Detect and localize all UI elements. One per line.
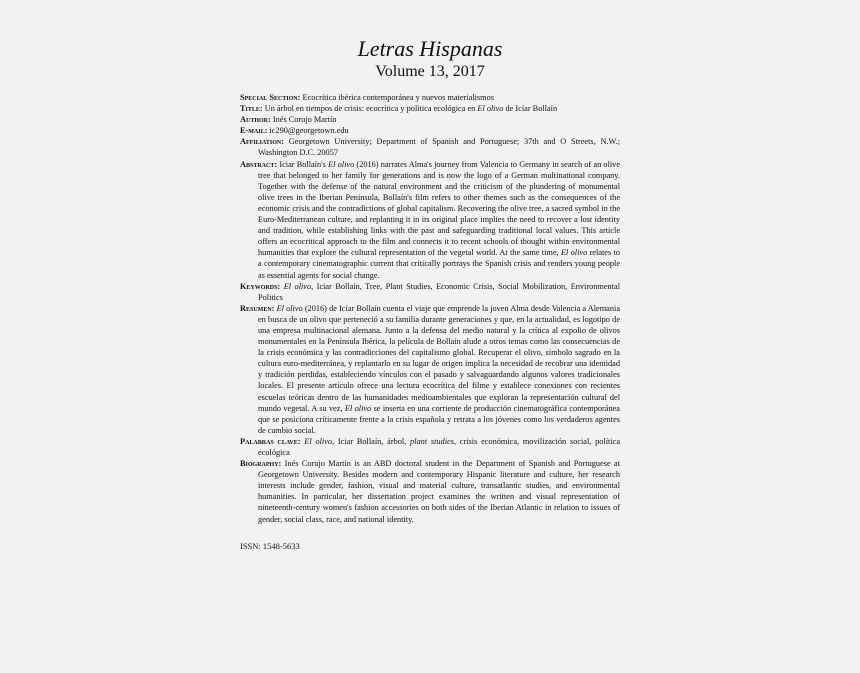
author-name: Inés Corujo Martín: [272, 115, 337, 125]
resumen-text-1: (2016) de Icíar Bollaín cuenta el viaje que emprende la joven Alma desde Valencia a Alemania en busca de un olivo que perteneció a su familia durante generaciones y que, en la actualidad, es logotipo de una empresa multinacional alemana. Junto a la defensa del medio natural y la crítica al expolio de olivos monumentales en la Península Ibérica, la película de Bollaín alude a otros temas como las consecuencias de la crisis económica y las contradicciones del capitalismo global. Recuperar el olivo, símbolo sagrado en la cultura euro-mediterránea, y replantarlo en su lugar de origen implica la necesidad de recobrar una identidad y tradición perdidas, estableciendo vínculos con el pasado y salvaguardando algunos valores tradicionales locales. El presente artículo ofrece una lectura ecocrítica del filme y establece conexiones con recientes escuelas teóricas dentro de las humanidades medioambientales que exploran la representación cultural del mundo vegetal. A su vez,: [258, 303, 621, 413]
title-value-start: Un árbol en tiempos de crisis: ecocrítica y política ecológica en: [264, 104, 478, 114]
email-address[interactable]: ic290@georgetown.edu: [269, 126, 349, 136]
issn-label: ISSN: 1548-5633: [240, 540, 300, 551]
title-film-name: El olivo: [477, 104, 504, 114]
palabras-clave-film-name: El olivo: [304, 436, 333, 446]
keywords-label: Keywords:: [240, 281, 281, 291]
abstract-label: Abstract:: [240, 159, 278, 169]
special-section-label: Special Section:: [240, 93, 301, 102]
title-value-end: de Icíar Bollaín: [503, 104, 558, 114]
keywords-text: , Iciar Bollaín, Tree, Plant Studies, Economic Crisis, Social Mobilization, Environmental Politics: [258, 281, 620, 302]
resumen-label: Resumen:: [240, 303, 275, 313]
abstract-film-name-2: El olivo: [560, 248, 588, 258]
resumen-film-name-2: El olivo: [344, 403, 372, 413]
journal-title: Letras Hispanas: [357, 36, 503, 61]
palabras-clave-label: Palabras clave:: [240, 436, 301, 446]
biography-label: Biography:: [240, 459, 282, 469]
abstract-text-1: Iciar Bollaín's: [279, 159, 329, 169]
abstract-text-3: relates to a contemporary cinematographic current that critically portrays the Spanish crisis and renders young people as essential agents for social change.: [258, 248, 620, 280]
title-field: [240, 103, 620, 114]
affiliation-label: Affiliation:: [240, 137, 284, 147]
keywords-film-name: El olivo: [283, 281, 312, 291]
volume-label: Volume 13, 2017: [375, 63, 485, 80]
affiliation-field: [240, 136, 620, 158]
author-field: [240, 114, 620, 125]
resumen-film-name-1: El olivo: [276, 303, 303, 313]
email-field: [240, 125, 620, 136]
special-section-field: [240, 92, 620, 103]
keywords-field: [240, 281, 620, 303]
title-label: Title:: [240, 104, 263, 114]
special-section-value: Ecocrítica ibérica contemporánea y nuevos materialismos: [302, 93, 494, 102]
resumen-text-2: se inserta en una corriente de producción cinematográfica contemporánea que se posiciona críticamente frente a la crisis española y retrata a los jóvenes como los verdaderos agentes de cambio social.: [258, 403, 620, 435]
affiliation-value: Georgetown University; Department of Spanish and Portuguese; 37th and O Streets, N.W.; Washington D.C. 20057: [258, 137, 621, 158]
abstract-field: [240, 159, 620, 281]
palabras-clave-field: [240, 436, 620, 458]
palabras-clave-plant-studies: plant studies: [410, 436, 454, 446]
article-page: [240, 36, 620, 560]
abstract-film-name-1: El olivo: [328, 159, 355, 169]
biography-text: Inés Corujo Martín is an ABD doctoral student in the Department of Spanish and Portuguese at Georgetown University. Besides modern and contemporary Hispanic literature and culture, her research interests include gender, fashion, visual and material culture, transatlantic studies, and environmental humanities. In particular, her dissertation project examines the written and visual representation of nineteenth-century women's fashion accessories on both sides of the Iberian Atlantic in relation to issues of gender, social class, race, and national identity.: [258, 459, 620, 524]
author-label: Author:: [240, 115, 271, 125]
palabras-clave-text-1: , Iciar Bollaín, árbol,: [332, 436, 411, 446]
abstract-text-2: (2016) narrates Alma's journey from Valencia to Germany in search of an olive tree that belonged to her family for generations and is now the logo of a German multinational company. Together with the defense of the natural environment and the criticism of the plundering of monumental olive trees in the Iberian Peninsula, Bollaín's film refers to other themes such as the consequences of the economic crisis and the contradictions of global capitalism. Recovering the olive tree, a sacred symbol in the Euro-Mediterranean culture, and replanting it in its original place implies the need to recover a lost identity and tradition, while establishing links with the past and safeguarding traditional local values. This article offers an ecocritical approach to the film and connects it to recent schools of thought within environmental humanities that explore the cultural representation of the vegetal world. At the same time,: [258, 159, 621, 258]
resumen-field: [240, 303, 620, 436]
palabras-clave-text-2: , crisis económica, movilización social, política ecológica: [258, 436, 621, 457]
biography-field: [240, 458, 620, 525]
email-label: E-mail:: [240, 126, 268, 136]
